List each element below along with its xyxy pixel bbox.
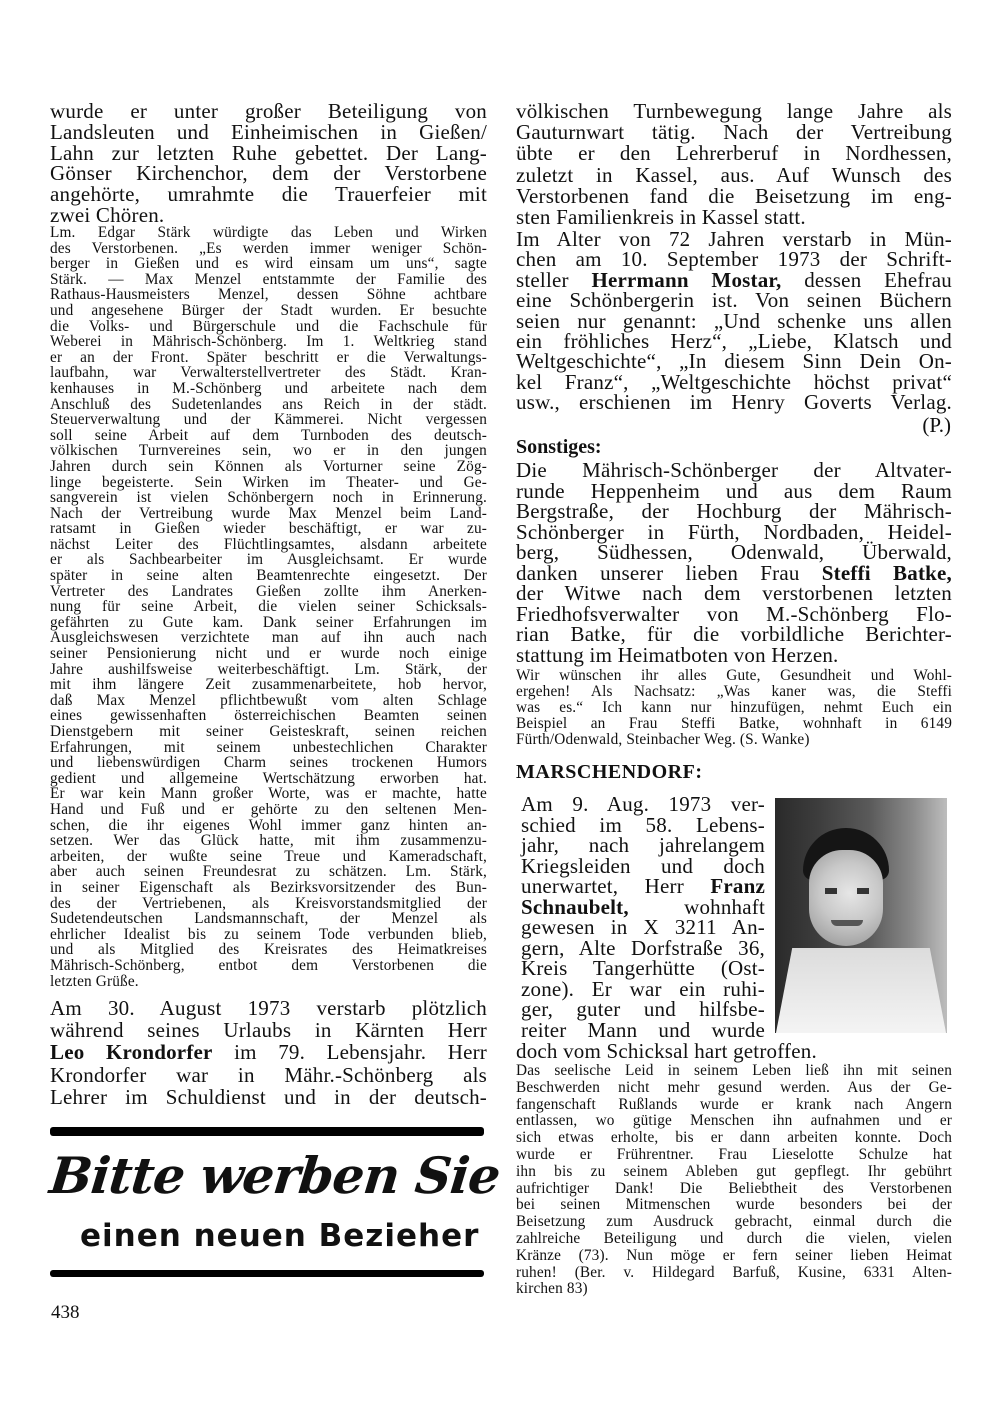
text-line: Lahn zur letzten Ruhe gebettet. Der Lang- [50,140,487,165]
text-line: schen, die ihr eigenes Wohl immer ganz hinten an- [50,816,487,834]
text-line: sich etwas erholte, bis er dann arbeiten konnte. Doch [516,1129,952,1147]
text-line: völkischen Turnbewegung lange Jahre als [516,99,952,123]
portrait-photo-franz-schnaubelt [775,798,947,1033]
text-line: wurde er unter großer Beteiligung von [50,99,487,123]
text-line: setzen. Wer das Glück hatte, mit ihm zusammenzu- [50,832,487,850]
text-line: unerwartet, Herr Franz [521,874,765,898]
page-number: 438 [51,1302,80,1323]
text-line: er als Sachbearbeiter im Ausgleichsamt. Er wurde [50,551,487,569]
ad-bottom-rule [50,1270,484,1277]
text-line: zuletzt in Kassel, aus. Auf Wunsch des [516,162,952,187]
text-line: ger, guter und hilfsbe- [521,997,765,1021]
text-line: seien nur genannt: „Und schenke uns allen [516,308,952,333]
text-line: aber auch seinen Freundesrat zu schätzen. Lm. Stärk, [50,863,487,881]
text-line: Rathaus-Hausmeisters Menzel, dessen Söhne achtbare [50,286,487,304]
text-line: Anschluß des Sudetenlandes ans Reich in der städt. [50,395,487,413]
text-line: Am 30. August 1973 verstarb plötzlich [50,996,487,1020]
text-line: Verstorbenen fand die Beisetzung im eng- [516,183,952,208]
text-line: gewesen in X 3211 An- [521,915,765,939]
text-line: fangenschaft Rußlands wurde er krank nach Angern [516,1095,952,1113]
text-line: zwei Chören. [50,202,165,227]
text-line: ergehen! Als Nachsatz: „Was kaner was, die Steffi [516,683,952,700]
text-line: eine Schönbergerin ist. Von seinen Büchern [516,288,952,313]
text-line: Er war kein Mann großer Worte, was er machte, hatte [50,785,487,803]
text-line: Weberei in Mährisch-Schönberg. Im 1. Weltkrieg stand [50,333,487,351]
text-line: runde Heppenheim und aus dem Raum [516,478,952,503]
menzel-eulogy-paragraph [50,225,487,989]
text-line: kenhauses in M.-Schönberg und arbeitete nach dem [50,379,487,397]
bold-name: Leo Krondorfer [50,1040,213,1065]
text-line: Jahre aushilfsweise weiterbeschäftigt. Lm. Stärk, der [50,660,487,678]
text-line: Schönberger in Fürth, Nordbaden, Heidel- [516,519,952,544]
mostar-obituary [516,229,952,413]
text-line: Fürth/Odenwald, Steinbacher Weg. (S. Wanke) [516,731,810,748]
text-line: und als Mitglied des Kreisrates des Heimatkreises [50,941,487,959]
text-line: aufrichtiger Dank! Die Beliebtheit des Verstorbenen [516,1179,952,1197]
text-line: Erfahrungen, mit seinem unbestechlichen Charakter [50,738,487,756]
text-line: doch vom Schicksal hart getroffen. [516,1039,817,1063]
text-line: linge begeisterte. Sein Wirken im Theater- und Ge- [50,473,487,491]
text-line: Leo Krondorfer im 79. Lebensjahr. Herr [50,1040,487,1065]
text-line: zahlreiche Beteiligung und durch die vielen, vielen [516,1229,952,1247]
bold-name: Steffi Batke, [821,560,952,585]
text-line: Beisetzung zum Ausdruck gebracht, einmal durch die [516,1213,952,1231]
text-line: in seiner Eigenschaft als Bezirksvorsitzender des Bun- [50,878,487,896]
text-line: ein fröhliches Herz“, „Liebe, Klatsch und [516,329,952,354]
krondorfer-obituary-start [50,997,487,1108]
text-line: Wir wünschen ihr alles Gute, Gesundheit und Wohl- [516,667,952,684]
text-line: schied im 58. Lebens- [521,812,765,837]
text-line: Sudetendeutschen Landsmannschaft, der Menzel als [50,910,487,928]
text-line: Am 9. Aug. 1973 ver- [521,792,765,816]
text-line: ruhen! (Ber. v. Hildegard Barfuß, Kusine, 6331 Alten- [516,1263,952,1281]
text-line: Das seelische Leid in seinem Leben ließ ihn mit seinen [516,1062,952,1079]
text-line: soll seine Arbeit auf dem Turnboden des deutsch- [50,426,487,444]
text-line: Vertreter des Landrates Gießen zollte ihm Anerken- [50,582,487,600]
text-line: steller Herrmann Mostar, dessen Ehefrau [516,267,952,292]
marschendorf-heading: MARSCHENDORF: [516,761,703,783]
text-line: usw., erschienen im Henry Goverts Verlag. [516,390,952,415]
text-line: Stärk. — Max Menzel entstammte der Familie des [50,270,487,288]
text-line: seiner Pensionierung nicht und er wurde noch einige [50,645,487,663]
text-line: kel Franz“, „Weltgeschichte höchst privat“ [516,369,952,394]
schnaubelt-small-paragraph [516,1063,952,1298]
text-line: des der Vertriebenen, als Kreisvorstandsmitglied der [50,894,487,912]
text-line: Weltgeschichte“, „In diesem Sinn Dein On- [516,349,952,374]
text-line: angehörte, umrahmte die Trauerfeier mit [50,182,487,207]
text-line: Kriegsleiden und doch [521,853,765,878]
text-line: chen am 10. September 1973 der Schrift- [516,247,952,272]
text-line: entlassen, wo gütige Menschen ihn aufnahmen und er [516,1112,952,1130]
text-line: Mährisch-Schönberg, entbot dem Verstorbenen die [50,956,487,974]
text-line: gefährten zu Gute kam. Dank seiner Erfahrungen im [50,613,487,631]
text-line: Gönser Kirchenchor, dem der Verstorbene [50,161,487,186]
schnaubelt-obituary-full-line [516,1041,952,1062]
text-line: Bergstraße, der Hochburg der Mährisch- [516,499,952,523]
text-line: sangverein ist vielen Schönbergern noch in Erinnerung. [50,489,487,507]
ad-subline: einen neuen Bezieher [80,1218,480,1254]
schnaubelt-obituary-wrapped [521,794,765,1040]
text-line: bei seinen Mitmenschen wurde besonders bei der [516,1196,952,1214]
text-line: daß Max Menzel pflichtbewußt vom alten Schlage [50,691,487,709]
krondorfer-obituary-ending [516,101,952,228]
text-line: Jahren durch sein Können als Vorturner seine Zög- [50,457,487,475]
text-line: was es.“ Ich kann nur hinzufügen, nehmt Euch ein [516,699,952,716]
text-line: Dienstgebern mit seiner Geisteskraft, seinen reichen [50,723,487,740]
bold-name: Franz [710,874,765,898]
text-line: danken unserer lieben Frau Steffi Batke, [516,560,952,585]
text-line: er an der Front. Später beschritt er die Verwaltungs- [50,348,487,366]
text-line: und angesehene Bürger der Stadt wurden. Er besuchte [50,301,487,319]
sonstiges-small-paragraph [516,668,952,748]
text-line: Kränze (73). Nun möge er fern seiner lieben Heimat [516,1246,952,1264]
mostar-author-initials: (P.) [922,413,951,437]
text-line: übte er den Lehrerberuf in Nordhessen, [516,141,952,166]
text-line: ehrlicher Idealist bis zu seinem Tode verbunden blieb, [50,925,487,943]
text-line: rian Batke, für die vorbildliche Berichter- [516,622,952,646]
text-line: wurde er Frührentner. Frau Lieselotte Schulze hat [516,1145,952,1163]
text-line: Krondorfer war in Mähr.-Schönberg als [50,1062,487,1087]
sonstiges-heading: Sonstiges: [516,436,602,458]
text-line: Nach der Vertreibung wurde Max Menzel beim Land- [50,504,487,522]
text-line: nächst Leiter des Flüchtlingsamtes, alsdann arbeitete [50,535,487,553]
ad-top-rule [50,1127,484,1136]
text-line: Schnaubelt, wohnhaft [521,894,765,919]
text-line: Friedhofsverwalter von M.-Schönberg Flo- [516,601,952,626]
ad-headline: Bitte werben Sie [46,1146,503,1205]
text-line: Hand und Fuß und er gehörte zu den seltenen Men- [50,800,487,818]
text-line: eines gewissenhaften österreichischen Beamten seinen [50,707,487,725]
text-line: während seines Urlaubs in Kärnten Herr [50,1018,487,1043]
text-line: völkischen Turnvereines sein, wo er in den jungen [50,442,487,460]
menzel-obituary-ending [50,101,487,226]
text-line: die Volks- und Bürgerschule und die Fachschule für [50,317,487,335]
text-line: Lehrer im Schuldienst und in der deutsch- [50,1084,487,1109]
text-line: ratsamt in Gießen wieder beschäftigt, er war zu- [50,520,487,538]
text-line: laufbahn, war Verwalterstellvertreter des Städt. Kran- [50,364,487,382]
text-line: Steuerverwaltung und der Kämmerei. Nicht vergessen [50,411,487,429]
text-line: arbeiten, der wußte seine Treue und Kameradschaft, [50,847,487,865]
text-line: Gauturnwart tätig. Nach der Vertreibung [516,120,952,145]
text-line: gedient und allgemeine Wertschätzung erworben hat. [50,769,487,787]
text-line: Die Mährisch-Schönberger der Altvater- [516,458,952,482]
text-line: gern, Alte Dorfstraße 36, [521,935,765,960]
text-line: später in seine alten Beamtenrechte eingesetzt. Der [50,567,487,585]
text-line: stattung im Heimatboten von Herzen. [516,642,839,667]
text-line: Landsleuten und Einheimischen in Gießen/ [50,119,487,144]
text-line: zone). Er war ein ruhi- [521,976,765,1001]
text-line: berger in Gießen und es wird einsam um uns“, sagte [50,255,487,273]
bold-name: Schnaubelt, [521,894,629,919]
text-line: berg, Südhessen, Odenwald, Überwald, [516,540,952,564]
text-line: letzten Grüße. [50,972,139,990]
text-line: Lm. Edgar Stärk würdigte das Leben und Wirken [50,224,487,241]
bold-name: Herrmann Mostar, [591,267,782,292]
text-line: Beschwerden nicht mehr gesund werden. Aus der Ge- [516,1078,952,1096]
text-line: ihn bis zu seinem Ableben gut gepflegt. Ihr gebührt [516,1162,952,1180]
text-line: jahr, nach jahrelangem [521,833,765,857]
text-line: des Verstorbenen. „Es werden immer weniger Schön- [50,239,487,257]
text-line: Ausgleichswesen verzichtete man auf ihn auch nach [50,629,487,647]
sonstiges-paragraph [516,460,952,665]
text-line: Kreis Tangerhütte (Ost- [521,956,765,980]
text-line: und liebenswürdigen Charm seines trockenen Humors [50,754,487,772]
text-line: der Witwe nach dem verstorbenen letzten [516,581,952,605]
text-line: Im Alter von 72 Jahren verstarb in Mün- [516,227,952,251]
text-line: kirchen 83) [516,1280,588,1298]
text-line: Beispiel an Frau Steffi Batke, wohnhaft in 6149 [516,715,952,732]
text-line: mit ihm längere Zeit zusammenarbeitete, hob hervor, [50,676,487,694]
text-line: nung für seine Arbeit, die vielen seiner Schicksals- [50,598,487,616]
text-line: reiter Mann und wurde [521,1017,765,1042]
text-line: sten Familienkreis in Kassel statt. [516,205,806,230]
